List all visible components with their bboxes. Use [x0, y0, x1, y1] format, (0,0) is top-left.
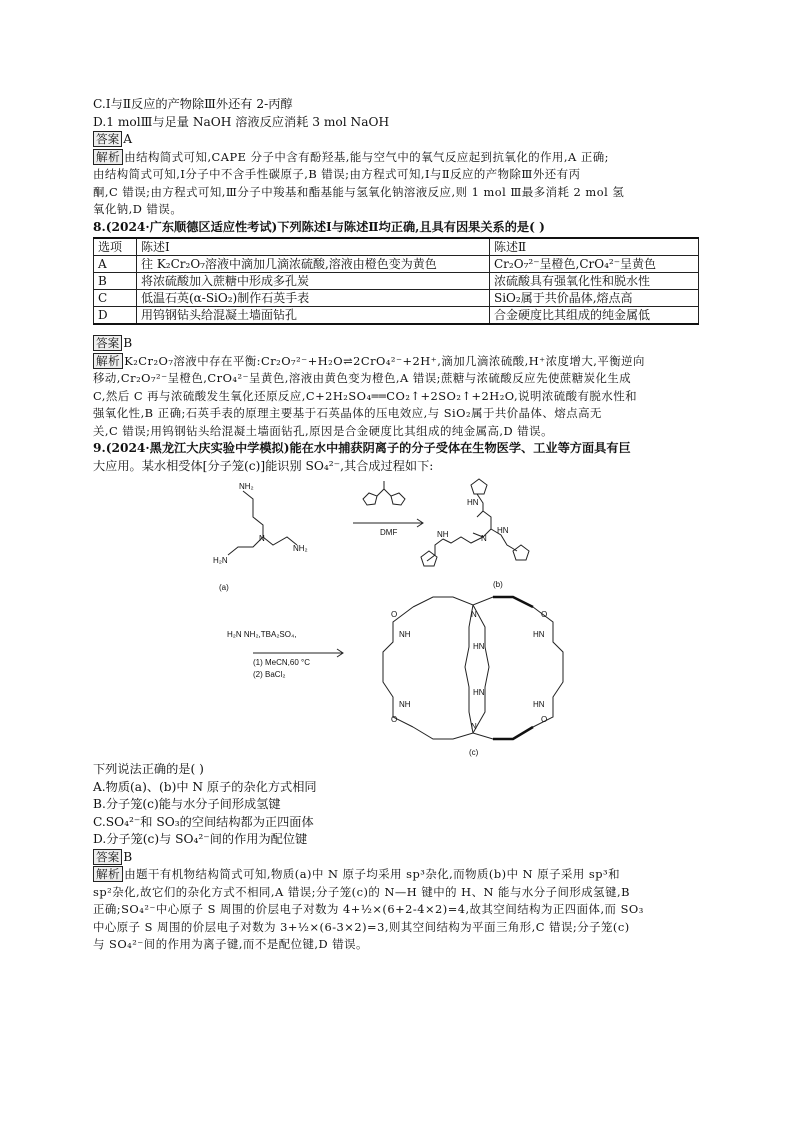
atom-label: HN	[533, 700, 545, 709]
atom-label: H₂N	[213, 556, 228, 565]
answer-tag: 答案	[93, 849, 122, 865]
atom-label: NH₂	[239, 482, 254, 491]
analysis-tag: 解析	[93, 149, 123, 165]
q9-analysis-line-2: sp²杂化,故它们的杂化方式不相同,A 错误;分子笼(c)的 N—H 键中的 H、N 能与水分子间形成氢键,B	[93, 884, 630, 899]
reagent-label: DMF	[380, 528, 398, 537]
q9-analysis-line-1: 解析 由题干有机物结构简式可知,物质(a)中 N 原子均采用 sp³杂化,而物质(b)中 N 原子采用 sp³和	[93, 866, 699, 884]
option-d-prev: D.1 molⅢ与足量 NaOH 溶液反应消耗 3 mol NaOH	[93, 114, 390, 129]
q8-analysis-line-3: C,然后 C 再与浓硫酸发生氧化还原反应,C+2H₂SO₄══CO₂↑+2SO₂↑+2H₂O,说明浓硫酸有脱水性和	[93, 388, 637, 403]
q7-analysis-line-4: 氧化钠,D 错误。	[93, 202, 183, 216]
analysis-tag: 解析	[93, 353, 123, 369]
table-row: C 低温石英(α-SiO₂)制作石英手表 SiO₂属于共价晶体,熔点高	[94, 290, 699, 307]
atom-label: O	[391, 715, 398, 724]
table-row: D 用钨钢钻头给混凝土墙面钻孔 合金硬度比其组成的纯金属低	[94, 307, 699, 325]
answer-tag: 答案	[93, 335, 122, 351]
q8-analysis-line-1: 解析 K₂Cr₂O₇溶液中存在平衡:Cr₂O₇²⁻+H₂O⇌2CrO₄²⁻+2H⁺,滴加几滴浓硫酸,H⁺浓度增大,平衡逆向	[93, 353, 699, 371]
q7-answer: A	[123, 132, 133, 146]
q9-option-a: A.物质(a)、(b)中 N 原子的杂化方式相同	[93, 779, 317, 794]
atom-label: HN	[473, 688, 485, 697]
q8-answer: B	[123, 336, 133, 350]
table-header: 选项	[94, 238, 137, 256]
answer-tag: 答案	[93, 131, 122, 147]
page-content	[93, 96, 699, 954]
q7-analysis-line-3: 酮,C 错误;由方程式可知,Ⅲ分子中羧基和酯基能与氢氧化钠溶液反应,则 1 mol Ⅲ最多消耗 2 mol 氢	[93, 184, 625, 199]
synthesis-scheme	[93, 477, 699, 757]
q8-analysis-line-2: 移动,Cr₂O₇²⁻呈橙色,CrO₄²⁻呈黄色,溶液由黄色变为橙色,A 错误;蔗糖与浓硫酸反应先使蔗糖炭化生成	[93, 371, 632, 385]
atom-label: HN	[473, 642, 485, 651]
atom-label: NH	[399, 700, 411, 709]
q9-option-d: D.分子笼(c)与 SO₄²⁻间的作用为配位键	[93, 832, 308, 846]
reagent-label: (2) BaCl₂	[253, 670, 286, 679]
atom-label: O	[541, 715, 548, 724]
atom-label: O	[391, 610, 398, 619]
atom-label: NH	[399, 630, 411, 639]
q9-question: 下列说法正确的是( )	[93, 762, 204, 776]
atom-label: N	[471, 610, 477, 619]
q9-option-b: B.分子笼(c)能与水分子间形成氢键	[93, 797, 281, 811]
q7-analysis-line-1: 解析 由结构简式可知,CAPE 分子中含有酚羟基,能与空气中的氧气反应起到抗氧化的作用,A 正确;	[93, 149, 699, 167]
atom-label: O	[541, 610, 548, 619]
atom-label: N	[471, 722, 477, 731]
q9-option-c: C.SO₄²⁻和 SO₃的空间结构都为正四面体	[93, 814, 314, 829]
table-header: 陈述Ⅰ	[137, 238, 490, 256]
q9-stem-line-1: 9.(2024·黑龙江大庆实验中学模拟)能在水中捕获阴离子的分子受体在生物医学、工业等方面具有巨	[93, 441, 631, 455]
analysis-tag: 解析	[93, 866, 123, 882]
q8-stem: 8.(2024·广东顺德区适应性考试)下列陈述Ⅰ与陈述Ⅱ均正确,且具有因果关系的是( )	[93, 219, 545, 234]
reagent-label: H₂N NH₂,TBA₂SO₄,	[227, 630, 297, 639]
figure-label: (b)	[493, 580, 503, 589]
figure-label: (a)	[219, 583, 229, 592]
reagent-label: (1) MeCN,60 °C	[253, 658, 310, 667]
atom-label: HN	[467, 498, 479, 507]
q8-answer-line	[93, 335, 699, 353]
q7-analysis-line-2: 由结构简式可知,Ⅰ分子中不含手性碳原子,B 错误;由方程式可知,Ⅰ与Ⅱ反应的产物除Ⅲ外还有丙	[93, 167, 581, 181]
q7-answer-line	[93, 131, 699, 149]
q9-answer-line	[93, 849, 699, 867]
q8-analysis-line-4: 强氧化性,B 正确;石英手表的原理主要基于石英晶体的压电效应,与 SiO₂属于共价晶体、熔点高无	[93, 406, 602, 420]
atom-label: N	[481, 534, 487, 543]
table-header-row	[94, 238, 699, 256]
q9-analysis-line-5: 与 SO₄²⁻间的作用为离子键,而不是配位键,D 错误。	[93, 937, 368, 951]
q9-stem-line-2: 大应用。某水相受体[分子笼(c)]能识别 SO₄²⁻,其合成过程如下:	[93, 458, 434, 473]
q9-analysis-line-3: 正确;SO₄²⁻中心原子 S 周围的价层电子对数为 4+½×(6+2-4×2)=4,故其空间结构为正四面体,而 SO₃	[93, 902, 644, 916]
atom-label: NH₂	[293, 544, 308, 553]
option-c-prev: C.Ⅰ与Ⅱ反应的产物除Ⅲ外还有 2-丙醇	[93, 97, 293, 111]
atom-label: N	[259, 534, 265, 543]
atom-label: HN	[497, 526, 509, 535]
scheme-figure	[93, 477, 699, 757]
table-row: B 将浓硫酸加入蔗糖中形成多孔炭 浓硫酸具有强氧化性和脱水性	[94, 273, 699, 290]
q9-analysis-line-4: 中心原子 S 周围的价层电子对数为 3+½×(6-3×2)=3,则其空间结构为平面三角形,C 错误;分子笼(c)	[93, 919, 630, 934]
q8-analysis-line-5: 关,C 错误;用钨钢钻头给混凝土墙面钻孔,原因是合金硬度比其组成的纯金属高,D 错误。	[93, 423, 553, 438]
table-row: A 往 K₂Cr₂O₇溶液中滴加几滴浓硫酸,溶液由橙色变为黄色 Cr₂O₇²⁻呈橙色,CrO₄²⁻呈黄色	[94, 256, 699, 273]
figure-label: (c)	[469, 748, 479, 757]
atom-label: HN	[533, 630, 545, 639]
q9-answer: B	[123, 849, 133, 864]
atom-label: NH	[437, 530, 449, 539]
q8-table	[93, 237, 699, 325]
table-header: 陈述Ⅱ	[490, 238, 699, 256]
